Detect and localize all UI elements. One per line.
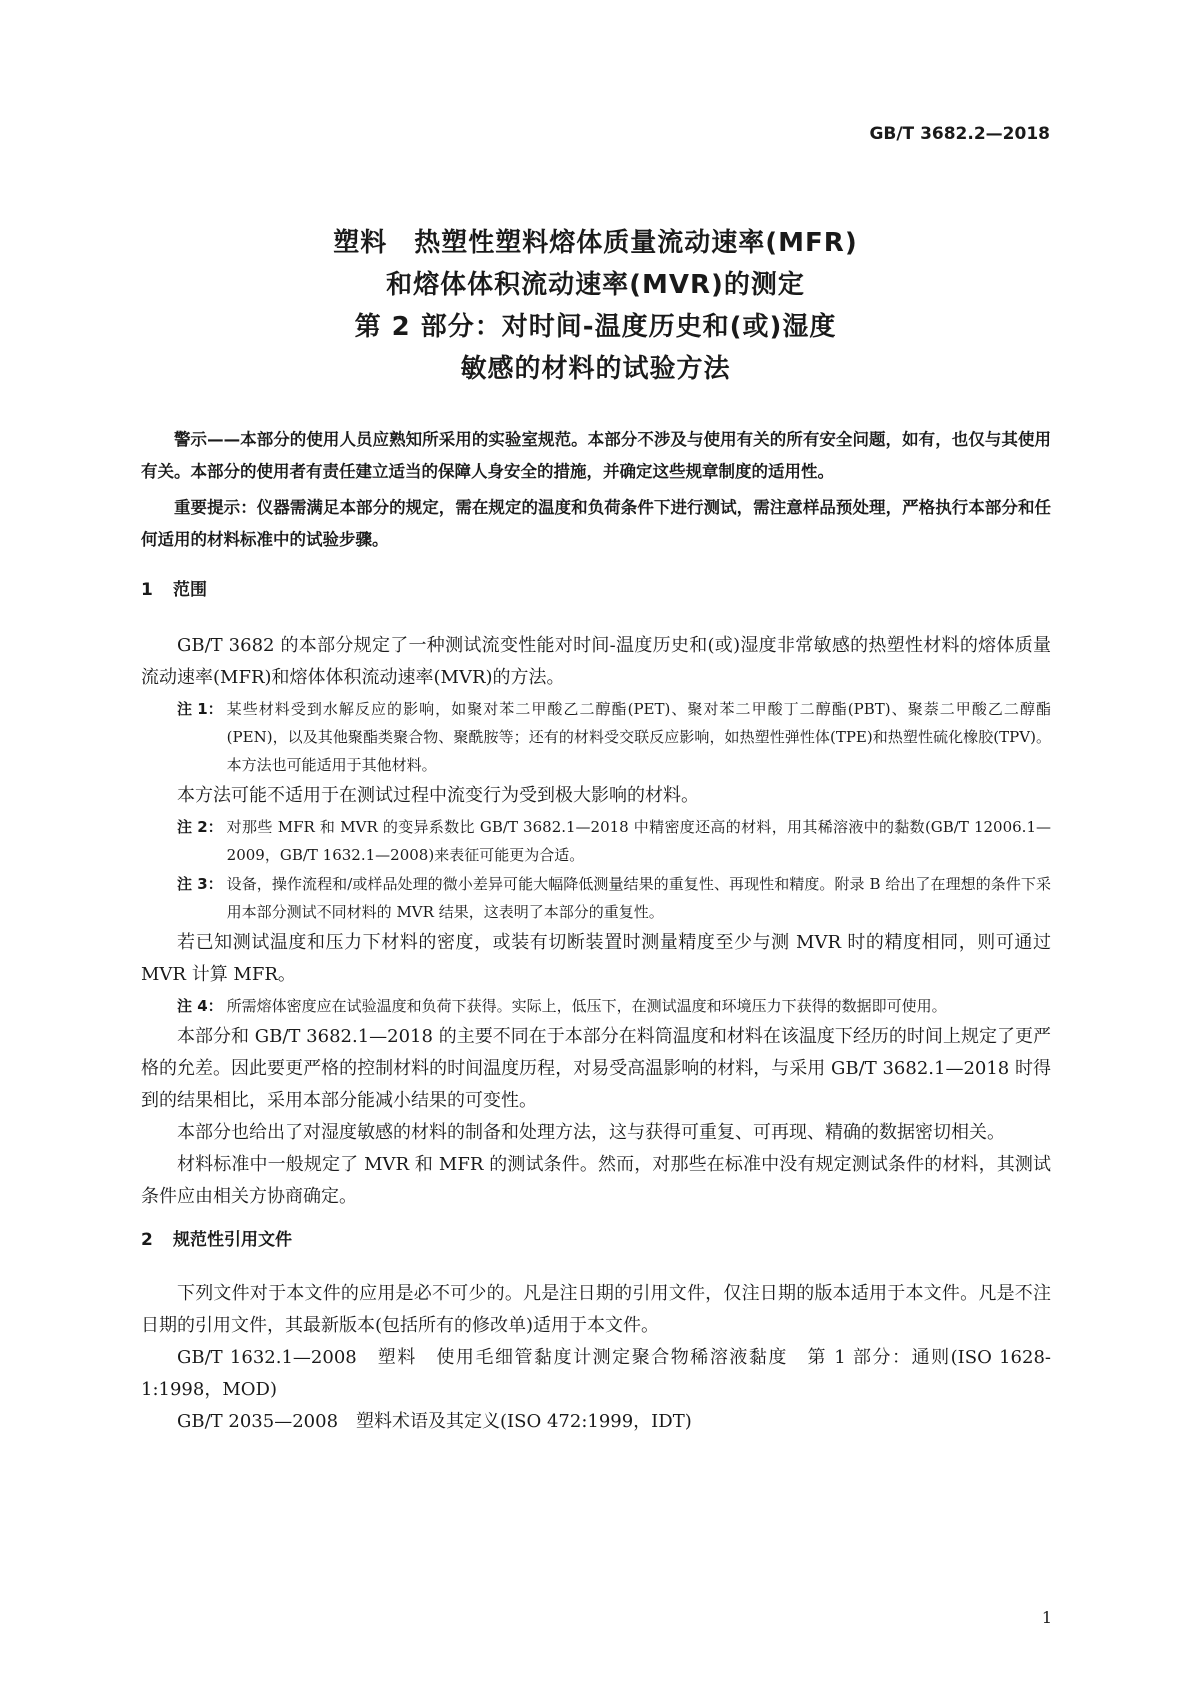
scope-paragraph-1: GB/T 3682 的本部分规定了一种测试流变性能对时间-温度历史和(或)湿度非常敏感的热塑性材料的熔体质量流动速率(MFR)和熔体体积流动速率(MVR)的方法。 [141, 635, 1051, 688]
section-2-heading [141, 1225, 292, 1250]
note-4-text: 所需熔体密度应在试验温度和负荷下获得。实际上，低压下，在测试温度和环境压力下获得的数据即可使用。 [226, 997, 947, 1015]
warning-block [141, 424, 1051, 556]
section-2-title: 规范性引用文件 [173, 1230, 292, 1250]
scope-paragraph-5: 本部分也给出了对湿度敏感的材料的制备和处理方法，这与获得可重复、可再现、精确的数据密切相关。 [177, 1122, 1005, 1143]
scope-paragraph-2: 本方法可能不适用于在测试过程中流变行为受到极大影响的材料。 [177, 785, 699, 806]
note-3-text: 设备，操作流程和/或样品处理的微小差异可能大幅降低测量结果的重复性、再现性和精度。附录 B 给出了在理想的条件下采用本部分测试不同材料的 MVR 结果，这表明了本部分的重复性。 [226, 875, 1051, 921]
note-3 [177, 870, 1051, 926]
note-1 [177, 695, 1051, 779]
scope-paragraph-4: 本部分和 GB/T 3682.1—2018 的主要不同在于本部分在料筒温度和材料在该温度下经历的时间上规定了更严格的允差。因此要更严格的控制材料的时间温度历程，对易受高温影响的材料，与采用 GB/T 3682.1—2018 时得到的结果相比，采用本部分能减小结果的可变性。 [141, 1026, 1051, 1111]
title-line-1: 塑料 热塑性塑料熔体质量流动速率(MFR) [333, 228, 858, 258]
reference-gbt-1632-1: GB/T 1632.1—2008 塑料 使用毛细管黏度计测定聚合物稀溶液黏度 第 1 部分：通则(ISO 1628-1:1998，MOD) [141, 1347, 1051, 1400]
note-2-text: 对那些 MFR 和 MVR 的变异系数比 GB/T 3682.1—2018 中精密度还高的材料，用其稀溶液中的黏数(GB/T 12006.1—2009，GB/T 1632.1—2008)来表征可能更为合适。 [226, 818, 1051, 864]
title-line-3: 第 2 部分：对时间-温度历史和(或)湿度 [354, 312, 837, 342]
note-1-label: 注 1： [177, 700, 223, 718]
note-3-label: 注 3： [177, 875, 223, 893]
standard-number: GB/T 3682.2—2018 [869, 124, 1050, 144]
reference-gbt-2035: GB/T 2035—2008 塑料术语及其定义(ISO 472:1999，IDT) [177, 1411, 692, 1432]
section-2-body [141, 1278, 1051, 1438]
important-notice: 重要提示：仪器需满足本部分的规定，需在规定的温度和负荷条件下进行测试，需注意样品预处理，严格执行本部分和任何适用的材料标准中的试验步骤。 [141, 498, 1051, 549]
note-4 [177, 992, 1051, 1020]
note-2 [177, 813, 1051, 869]
section-1-title: 范围 [173, 580, 207, 600]
references-intro: 下列文件对于本文件的应用是必不可少的。凡是注日期的引用文件，仅注日期的版本适用于本文件。凡是不注日期的引用文件，其最新版本(包括所有的修改单)适用于本文件。 [141, 1283, 1051, 1336]
note-1-text: 某些材料受到水解反应的影响，如聚对苯二甲酸乙二醇酯(PET)、聚对苯二甲酸丁二醇酯(PBT)、聚萘二甲酸乙二醇酯(PEN)，以及其他聚酯类聚合物、聚酰胺等；还有的材料受交联反应影响，如热塑性弹性体(TPE)和热塑性硫化橡胶(TPV)。本方法也可能适用于其他材料。 [226, 700, 1051, 774]
page-number: 1 [1041, 1608, 1052, 1627]
section-1-body [141, 630, 1051, 1213]
section-1-heading [141, 575, 207, 600]
section-2-number: 2 [141, 1230, 153, 1250]
scope-paragraph-3: 若已知测试温度和压力下材料的密度，或装有切断装置时测量精度至少与测 MVR 时的精度相同，则可通过 MVR 计算 MFR。 [141, 932, 1051, 985]
section-1-number: 1 [141, 580, 153, 600]
scope-paragraph-6: 材料标准中一般规定了 MVR 和 MFR 的测试条件。然而，对那些在标准中没有规定测试条件的材料，其测试条件应由相关方协商确定。 [141, 1154, 1051, 1207]
note-4-label: 注 4： [177, 997, 223, 1015]
title-line-4: 敏感的材料的试验方法 [460, 354, 731, 384]
document-title [0, 222, 1191, 390]
note-2-label: 注 2： [177, 818, 223, 836]
warning-paragraph: 警示——本部分的使用人员应熟知所采用的实验室规范。本部分不涉及与使用有关的所有安全问题，如有，也仅与其使用有关。本部分的使用者有责任建立适当的保障人身安全的措施，并确定这些规章制度的适用性。 [141, 430, 1051, 481]
title-line-2: 和熔体体积流动速率(MVR)的测定 [386, 270, 805, 300]
